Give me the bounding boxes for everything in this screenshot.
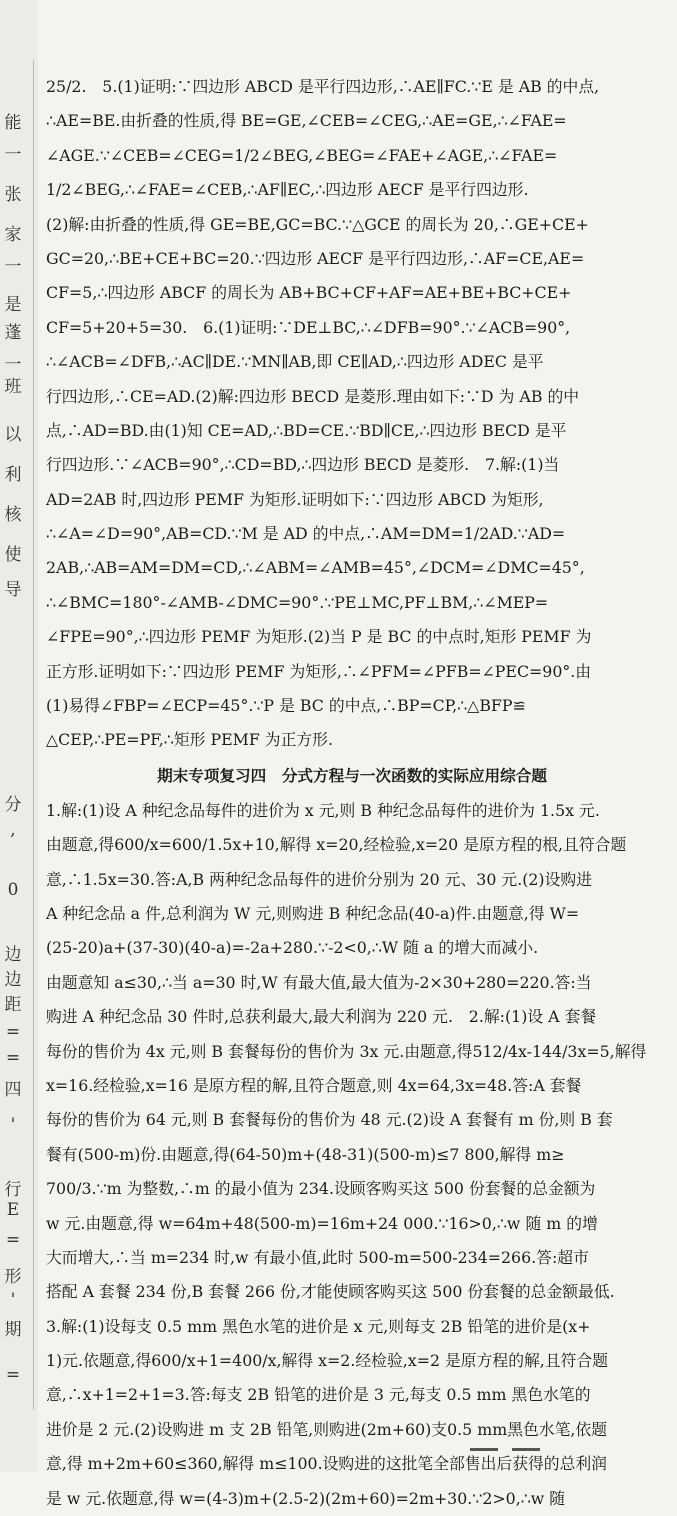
text-line: 正方形.证明如下:∵四边形 PEMF 为矩形,∴∠PFM=∠PFB=∠PEC=90°.由 (46, 661, 592, 681)
margin-char: = (5, 1048, 21, 1068)
text-line: x=16.经检验,x=16 是原方程的解,且符合题意,则 4x=64,3x=48.答:A 套餐 (46, 1075, 582, 1095)
text-line: CF=5+20+5=30. 6.(1)证明:∵DE⊥BC,∴∠DFB=90°.∵∠ACB=90°, (46, 317, 571, 337)
margin-char: 距 (4, 995, 22, 1015)
text-line: 由题意,得600/x=600/1.5x+10,解得 x=20,经检验,x=20 是原方程的根,且符合题 (46, 835, 627, 855)
text-line: ∠AGE.∵∠CEB=∠CEG=1/2∠BEG,∠BEG=∠FAE+∠AGE,∴∠FAE= (46, 145, 558, 165)
margin-char: 期 (4, 1320, 22, 1340)
text-line: 意,得 m+2m+60≤360,解得 m≤100.设购进的这批笔全部售出后获得的总利润 (46, 1454, 607, 1474)
margin-char: , (10, 820, 16, 840)
text-line: ∴∠A=∠D=90°,AB=CD.∵M 是 AD 的中点,∴AM=DM=1/2AD.∵AD= (46, 524, 566, 544)
margin-char: = (5, 1022, 21, 1042)
margin-char: = (5, 1230, 21, 1250)
text-line: 搭配 A 套餐 234 份,B 套餐 266 份,才能使顾客购买这 500 份套餐的总金额最低. (46, 1282, 615, 1302)
margin-char: 一 (4, 355, 22, 375)
text-line: (2)解:由折叠的性质,得 GE=BE,GC=BC.∵△GCE 的周长为 20,∴GE+CE+ (46, 214, 589, 234)
footer-rule-mark (512, 1448, 540, 1451)
footer-rule-mark (470, 1448, 498, 1451)
margin-char: 边 (4, 945, 22, 965)
text-line: 700/3.∵m 为整数,∴m 的最小值为 234.设顾客购买这 500 份套餐的总金额为 (46, 1179, 596, 1199)
text-line: 3.解:(1)设每支 0.5 mm 黑色水笔的进价是 x 元,则每支 2B 铅笔的进价是(x+ (46, 1316, 591, 1336)
text-line: 行四边形,∴CE=AD.(2)解:四边形 BECD 是菱形.理由如下:∵D 为 AB 的中 (46, 386, 580, 406)
margin-char: 边 (4, 970, 22, 990)
text-line: 1)元.依题意,得600/x+1=400/x,解得 x=2.经检验,x=2 是原方程的解,且符合题 (46, 1351, 609, 1371)
text-line: ∠FPE=90°,∴四边形 PEMF 为矩形.(2)当 P 是 BC 的中点时,矩形 PEMF 为 (46, 627, 592, 647)
text-line: ∴AE=BE.由折叠的性质,得 BE=GE,∠CEB=∠CEG,∴AE=GE,∴∠FAE= (46, 111, 567, 131)
margin-char: 张 (4, 185, 22, 205)
margin-char: ' (10, 1290, 16, 1310)
margin-rule (33, 60, 34, 1410)
margin-char: 分 (4, 795, 22, 815)
margin-char: 行 (4, 1180, 22, 1200)
margin-char: 导 (4, 580, 22, 600)
text-line: 大而增大,∴当 m=234 时,w 有最小值,此时 500-m=500-234=266.答:超市 (46, 1247, 589, 1267)
margin-char: = (5, 1365, 21, 1385)
text-line: 行四边形.∵∠ACB=90°,∴CD=BD,∴四边形 BECD 是菱形. 7.解:(1)当 (46, 455, 560, 475)
text-line: AD=2AB 时,四边形 PEMF 为矩形.证明如下:∵四边形 ABCD 为矩形, (46, 489, 544, 509)
margin-char: ' (10, 1115, 16, 1135)
text-line: A 种纪念品 a 件,总利润为 W 元,则购进 B 种纪念品(40-a)件.由题意,得 W= (46, 903, 580, 923)
margin-char: 使 (4, 545, 22, 565)
text-line: 每份的售价为 64 元,则 B 套餐每份的售价为 48 元.(2)设 A 套餐有 m 份,则 B 套 (46, 1110, 613, 1130)
margin-char: 形 (4, 1267, 22, 1287)
text-line: 25/2. 5.(1)证明:∵四边形 ABCD 是平行四边形,∴AE∥FC.∵E 是 AB 的中点, (46, 77, 600, 96)
answer-text-body (46, 70, 658, 1516)
text-line: (25-20)a+(37-30)(40-a)=-2a+280.∵-2<0,∴W 随 a 的增大而减小. (46, 938, 539, 958)
text-line: 购进 A 种纪念品 30 件时,总获利最大,最大利润为 220 元. 2.解:(1)设 A 套餐 (46, 1007, 597, 1027)
text-line: 2AB,∴AB=AM=DM=CD,∴∠ABM=∠AMB=45°,∠DCM=∠DMC=45°, (46, 558, 585, 578)
text-line: ∴∠ACB=∠DFB,∴AC∥DE.∵MN∥AB,即 CE∥AD,∴四边形 ADEC 是平 (46, 352, 544, 372)
text-line: 1/2∠BEG,∴∠FAE=∠CEB,∴AF∥EC,∴四边形 AECF 是平行四边形. (46, 180, 529, 200)
margin-char: 以 (4, 425, 22, 445)
margin-char: 家 (4, 225, 22, 245)
text-line: w 元.由题意,得 w=64m+48(500-m)=16m+24 000.∵16>0,∴w 随 m 的增 (46, 1213, 598, 1233)
text-line: ∴∠BMC=180°-∠AMB-∠DMC=90°.∵PE⊥MC,PF⊥BM,∴∠MEP= (46, 592, 549, 612)
section-title: 期末专项复习四 分式方程与一次函数的实际应用综合题 (157, 766, 547, 785)
text-line: (1)易得∠FBP=∠ECP=45°.∵P 是 BC 的中点,∴BP=CP,∴△BFP≌ (46, 696, 526, 716)
text-line: 餐有(500-m)份.由题意,得(64-50)m+(48-31)(500-m)≤7 800,解得 m≥ (46, 1144, 565, 1164)
margin-char: 蓬 (4, 323, 22, 343)
margin-char: E (6, 1200, 20, 1220)
margin-char: 班 (4, 377, 22, 397)
margin-char: 能 (4, 113, 22, 133)
text-line: CF=5,∴四边形 ABCF 的周长为 AB+BC+CF+AF=AE+BE+BC+CE+ (46, 283, 572, 303)
margin-char: 四 (4, 1080, 22, 1100)
margin-char: 一 (4, 145, 22, 165)
margin-char: 0 (7, 880, 19, 900)
text-line: 点,∴AD=BD.由(1)知 CE=AD,∴BD=CE.∵BD∥CE,∴四边形 BECD 是平 (46, 420, 567, 440)
margin-char: 是 (4, 295, 22, 315)
text-line: 进价是 2 元.(2)设购进 m 支 2B 铅笔,则购进(2m+60)支0.5 mm黑色水笔,依题 (46, 1419, 607, 1439)
margin-char: 利 (4, 465, 22, 485)
text-line: GC=20,∴BE+CE+BC=20.∵四边形 AECF 是平行四边形,∴AF=CE,AE= (46, 248, 585, 268)
text-line: 由题意知 a≤30,∴当 a=30 时,W 有最大值,最大值为-2×30+280=220.答:当 (46, 972, 592, 992)
text-line: △CEP,∴PE=PF,∴矩形 PEMF 为正方形. (46, 730, 334, 750)
margin-char: 一 (4, 257, 22, 277)
text-line: 是 w 元.依题意,得 w=(4-3)m+(2.5-2)(2m+60)=2m+30.∵2>0,∴w 随 (46, 1488, 566, 1508)
text-line: 每份的售价为 4x 元,则 B 套餐每份的售价为 3x 元.由题意,得512/4x-144/3x=5,解得 (46, 1041, 647, 1061)
margin-char: 核 (4, 505, 22, 525)
text-line: 意,∴x+1=2+1=3.答:每支 2B 铅笔的进价是 3 元,每支 0.5 mm 黑色水笔的 (46, 1385, 591, 1405)
text-line: 意,∴1.5x=30.答:A,B 两种纪念品每件的进价分别为 20 元、30 元.(2)设购进 (46, 869, 592, 889)
text-line: 1.解:(1)设 A 种纪念品每件的进价为 x 元,则 B 种纪念品每件的进价为 1.5x 元. (46, 800, 600, 820)
